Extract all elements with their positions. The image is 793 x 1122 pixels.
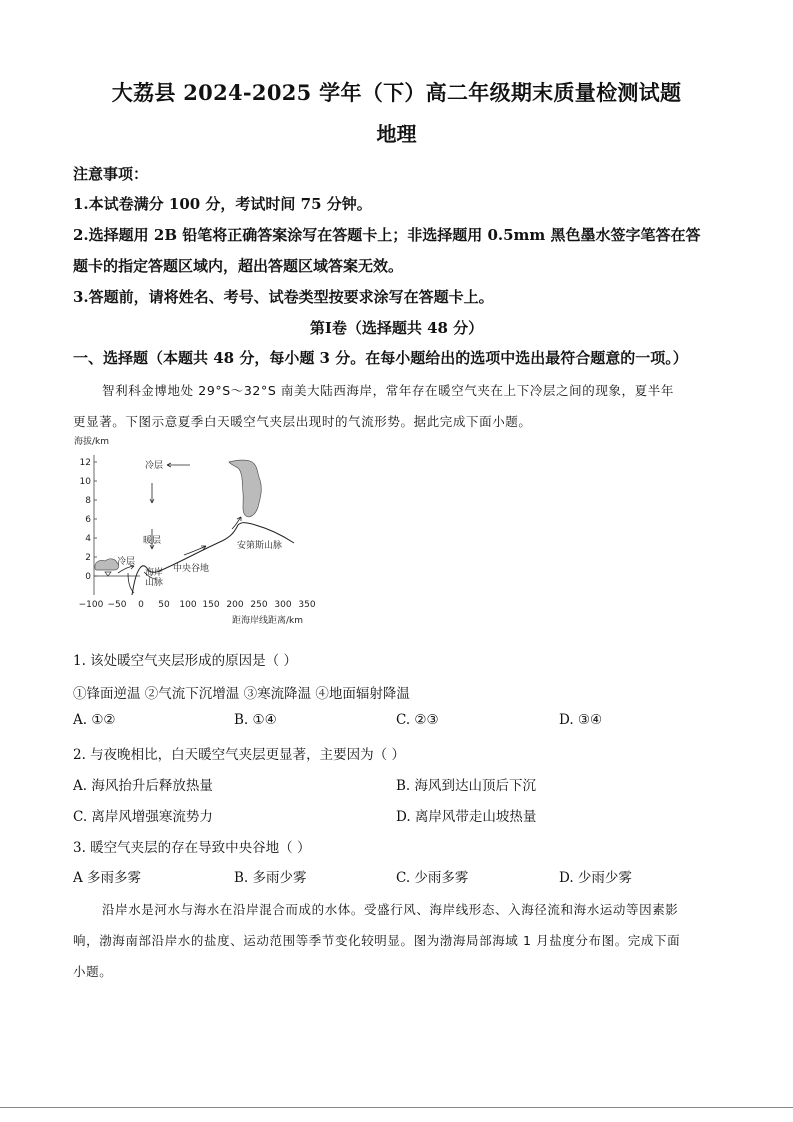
q2-option[interactable]: A. 海风抬升后释放热量 bbox=[73, 778, 213, 794]
label-coastal-range: 山脉 bbox=[145, 578, 164, 588]
y-tick-label: 0 bbox=[85, 572, 91, 582]
section-heading: 一、选择题（本题共 48 分，每小题 3 分。在每小题给出的选项中选出最符合题意的一项。） bbox=[73, 349, 688, 367]
x-tick-label: 250 bbox=[250, 600, 268, 610]
part-title: 第Ⅰ卷（选择题共 48 分） bbox=[309, 319, 484, 337]
note-item: 1.本试卷满分 100 分，考试时间 75 分钟。 bbox=[73, 195, 372, 213]
q3-option[interactable]: A 多雨多雾 bbox=[73, 870, 142, 886]
q1-option[interactable]: A. ①② bbox=[73, 712, 116, 728]
x-tick-label: −50 bbox=[107, 600, 127, 610]
exam-title: 大荔县 2024-2025 学年（下）高二年级期末质量检测试题 bbox=[111, 80, 682, 105]
y-tick-label: 8 bbox=[85, 496, 91, 506]
lower-cloud bbox=[95, 559, 119, 570]
label-coastal-range: 海岸 bbox=[145, 568, 164, 578]
q3-option[interactable]: B. 多雨少雾 bbox=[234, 870, 307, 886]
y-tick-label: 2 bbox=[85, 553, 91, 563]
y-axis-title: 海拔/km bbox=[74, 437, 110, 447]
subject-title: 地理 bbox=[376, 122, 417, 146]
q1-option[interactable]: C. ②③ bbox=[396, 712, 439, 728]
passage2-line: 小题。 bbox=[73, 964, 113, 979]
label-warm-layer: 暖层 bbox=[143, 536, 162, 546]
y-tick-label: 6 bbox=[85, 515, 91, 525]
y-tick-label: 4 bbox=[85, 534, 91, 544]
q1-statements: ①锋面逆温 ②气流下沉增温 ③寒流降温 ④地面辐射降温 bbox=[73, 686, 410, 702]
passage2-line: 沿岸水是河水与海水在沿岸混合而成的水体。受盛行风、海岸线形态、入海径流和海水运动等因素影 bbox=[102, 902, 679, 917]
airflow-arrow bbox=[118, 566, 134, 573]
q3-stem: 3. 暖空气夹层的存在导致中央谷地（ ） bbox=[73, 840, 311, 856]
q2-option[interactable]: D. 离岸风带走山坡热量 bbox=[396, 809, 537, 825]
q1-option[interactable]: D. ③④ bbox=[559, 712, 603, 728]
label-central-valley: 中央谷地 bbox=[173, 564, 210, 574]
x-tick-label: 0 bbox=[138, 600, 144, 610]
x-tick-label: 300 bbox=[274, 600, 292, 610]
x-tick-label: 150 bbox=[202, 600, 220, 610]
x-tick-label: 100 bbox=[179, 600, 197, 610]
y-tick-label: 12 bbox=[79, 458, 91, 468]
page-bottom-rule bbox=[0, 1107, 793, 1108]
passage2-line: 响，渤海南部沿岸水的盐度、运动范围等季节变化较明显。图为渤海局部海域 1 月盐度分布图。完成下面 bbox=[73, 933, 681, 948]
q3-option[interactable]: D. 少雨少雾 bbox=[559, 870, 632, 886]
y-tick-label: 10 bbox=[79, 477, 91, 487]
passage1-line: 更显著。下图示意夏季白天暖空气夹层出现时的气流形势。据此完成下面小题。 bbox=[73, 414, 532, 429]
q2-option[interactable]: C. 离岸风增强寒流势力 bbox=[73, 809, 213, 825]
x-axis-title: 距海岸线距离/km bbox=[232, 616, 304, 626]
label-cold-lower: 冷层 bbox=[117, 557, 136, 567]
x-tick-label: −100 bbox=[78, 600, 104, 610]
x-tick-label: 50 bbox=[158, 600, 170, 610]
label-cold-upper: 冷层 bbox=[145, 461, 164, 471]
x-tick-label: 350 bbox=[298, 600, 316, 610]
q2-option[interactable]: B. 海风到达山顶后下沉 bbox=[396, 778, 537, 794]
note-item: 3.答题前，请将姓名、考号、试卷类型按要求涂写在答题卡上。 bbox=[73, 288, 494, 306]
notes-heading: 注意事项： bbox=[73, 165, 149, 183]
andes-cloud bbox=[229, 460, 261, 517]
label-andes: 安第斯山脉 bbox=[237, 541, 283, 551]
passage1-line: 智利科金博地处 29°S～32°S 南美大陆西海岸，常年存在暖空气夹在上下冷层之间的现象，夏半年 bbox=[102, 383, 674, 398]
x-tick-label: 200 bbox=[226, 600, 244, 610]
q3-option[interactable]: C. 少雨多雾 bbox=[396, 870, 469, 886]
q2-stem: 2. 与夜晚相比，白天暖空气夹层更显著，主要因为（ ） bbox=[73, 747, 405, 763]
note-item: 2.选择题用 2B 铅笔将正确答案涂写在答题卡上；非选择题用 0.5mm 黑色墨水签字笔答在答 bbox=[73, 226, 701, 244]
airflow-diagram bbox=[72, 433, 332, 633]
q1-option[interactable]: B. ①④ bbox=[234, 712, 277, 728]
sea-level-marker bbox=[105, 572, 111, 576]
q1-stem: 1. 该处暖空气夹层形成的原因是（ ） bbox=[73, 653, 297, 669]
note-item: 题卡的指定答题区域内，超出答题区域答案无效。 bbox=[73, 257, 404, 275]
